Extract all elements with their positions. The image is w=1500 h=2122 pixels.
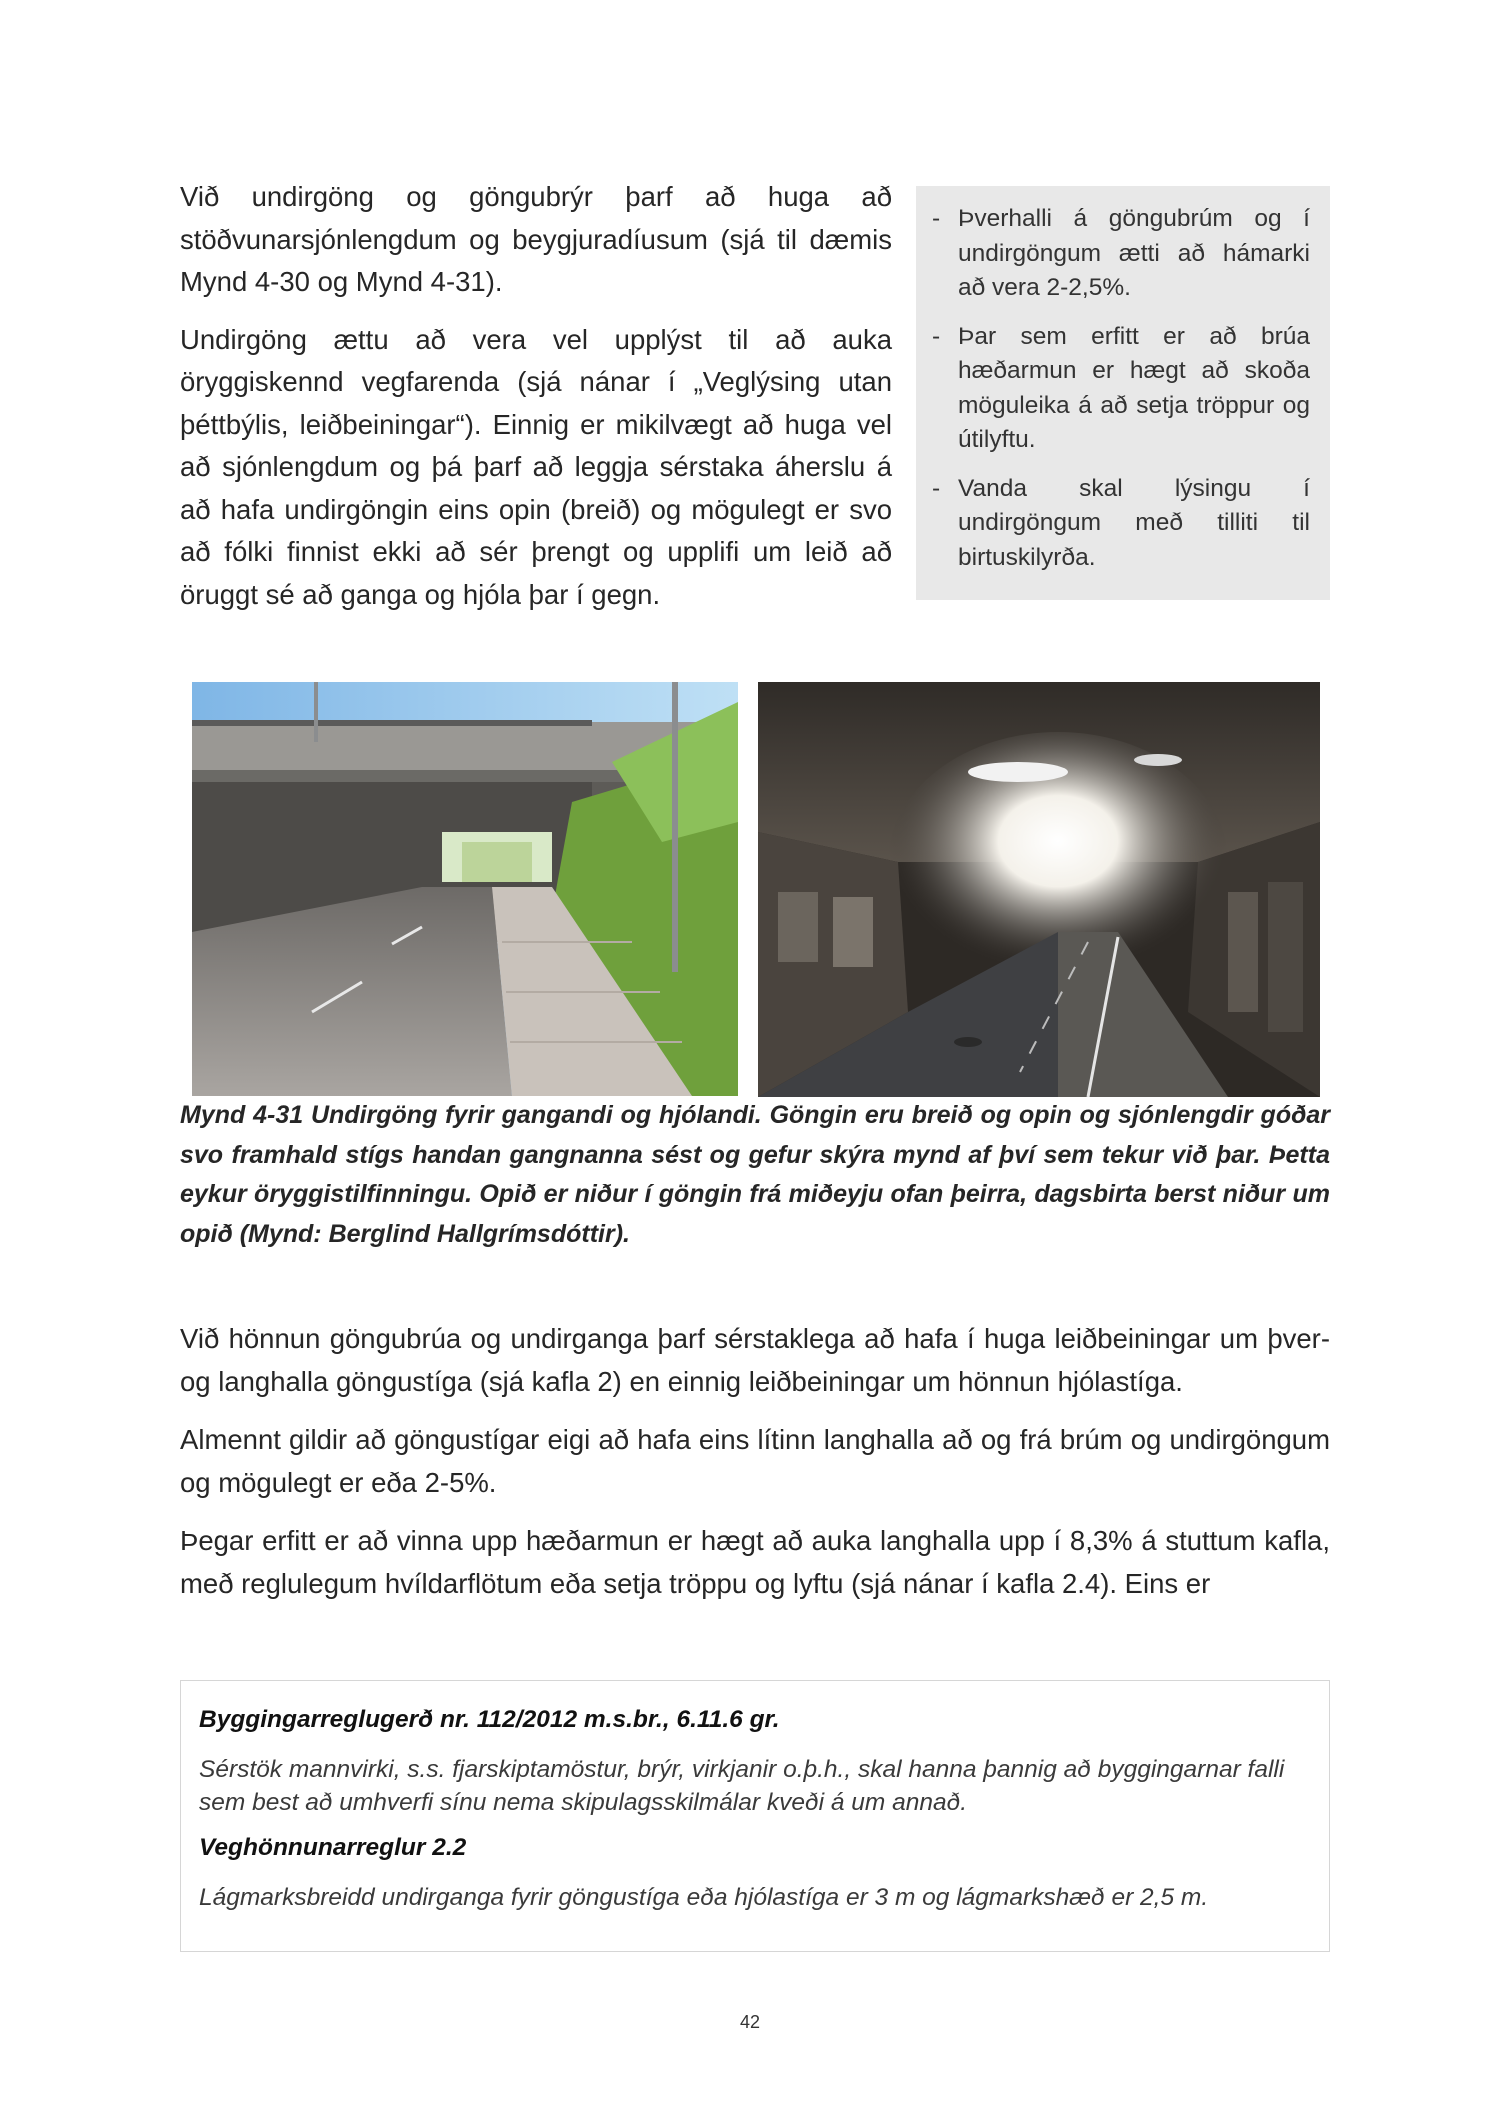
guidance-item-stairs-lift: - Þar sem erfitt er að brúa hæðarmun er hægt að skoða möguleika á að setja tröppur og útilyftu.: [932, 320, 1310, 458]
guidance-sidebox: [916, 186, 1330, 600]
guidance-item-cross-slope: - Þverhalli á göngubrúm og í undirgöngum ætti að hámarki að vera 2-2,5%.: [932, 202, 1310, 306]
guidance-item-lighting: - Vanda skal lýsingu í undirgöngum með tilliti til birtuskilyrða.: [932, 472, 1310, 576]
intro-text: [180, 176, 892, 631]
regulation-text-building: Sérstök mannvirki, s.s. fjarskiptamöstur, brýr, virkjanir o.þ.h., skal hanna þannig að byggingarnar falli sem best að umhverfi sínu nema skipulagsskilmálar kveði á um annað.: [199, 1756, 1285, 1816]
regulation-title-road-design: Veghönnunarreglur 2.2: [199, 1834, 467, 1861]
underpass-interior-image: [758, 682, 1320, 1097]
regulation-text-road-design: Lágmarksbreidd undirganga fyrir göngustíga eða hjólastíga er 3 m og lágmarkshæð er 2,5 m.: [199, 1884, 1209, 1911]
body-text: [180, 1318, 1330, 1621]
body-paragraph-2: Almennt gildir að göngustígar eigi að hafa eins lítinn langhalla að og frá brúm og undirgöngum og mögulegt er eða 2-5%.: [180, 1424, 1330, 1498]
figure-caption: Mynd 4-31 Undirgöng fyrir gangandi og hjólandi. Göngin eru breið og opin og sjónlengdir góðar svo framhald stígs handan gangnanna sést og gefur skýra mynd af því sem tekur við þar. Þetta eykur öryggistilfinningu. Opið er niður í göngin frá miðeyju ofan þeirra, dagsbirta berst niður um opið (Mynd: Berglind Hallgrímsdóttir).: [180, 1101, 1330, 1248]
guidance-list: [932, 202, 1310, 575]
regulation-title-building: Byggingarreglugerð nr. 112/2012 m.s.br., 6.11.6 gr.: [199, 1706, 780, 1733]
underpass-exterior-photo: [192, 682, 738, 1096]
page-number: 42: [739, 2012, 761, 2032]
body-paragraph-1: Við hönnun göngubrúa og undirganga þarf sérstaklega að hafa í huga leiðbeiningar um þver- og langhalla göngustíga (sjá kafla 2) en einnig leiðbeiningar um hönnun hjólastíga.: [180, 1323, 1330, 1397]
intro-paragraph-2: Undirgöng ættu að vera vel upplýst til að auka öryggiskennd vegfarenda (sjá nánar í „Veglýsing utan þéttbýlis, leiðbeiningar“). Einnig er mikilvægt að huga vel að sjónlengdum og þá þarf að leggja sérstaka áherslu á að hafa undirgöngin eins opin (breið) og mögulegt er svo að fólki finnist ekki að sér þrengt og upplifi um leið að öruggt sé að ganga og hjóla þar í gegn.: [180, 323, 892, 610]
underpass-interior-photo: [758, 682, 1320, 1097]
underpass-exterior-image: [192, 682, 738, 1096]
intro-paragraph-1: Við undirgöng og göngubrýr þarf að huga að stöðvunarsjónlengdum og beygjuradíusum (sjá til dæmis Mynd 4-30 og Mynd 4-31).: [180, 181, 892, 297]
body-paragraph-3: Þegar erfitt er að vinna upp hæðarmun er hægt að auka langhalla upp í 8,3% á stuttum kafla, með reglulegum hvíldarflötum eða setja tröppu og lyftu (sjá nánar í kafla 2.4). Eins er: [180, 1525, 1330, 1599]
regulations-box: [180, 1680, 1330, 1952]
